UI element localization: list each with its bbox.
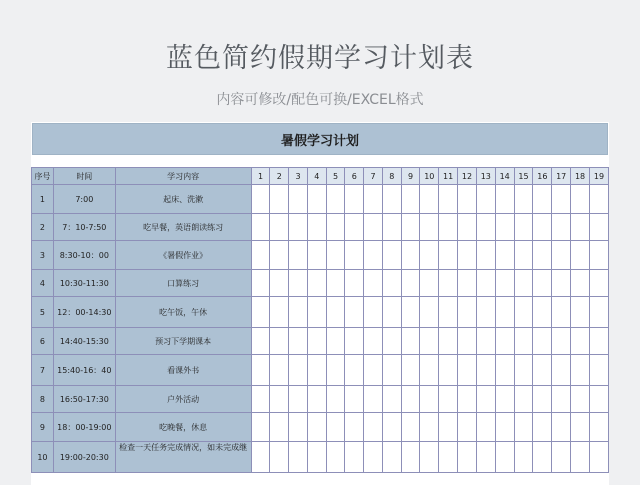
day-checkbox-cell[interactable]: [364, 270, 383, 297]
header-day-1: 1: [251, 168, 270, 185]
day-checkbox-cell[interactable]: [589, 214, 608, 241]
day-checkbox-cell[interactable]: [552, 413, 571, 442]
table-header-row: [32, 168, 609, 185]
page-title: 蓝色简约假期学习计划表: [166, 43, 474, 74]
cell-content: 《暑假作业》: [115, 241, 251, 270]
day-checkbox-cell[interactable]: [345, 185, 364, 214]
day-checkbox-cell[interactable]: [270, 185, 289, 214]
day-checkbox-cell[interactable]: [476, 386, 495, 413]
day-checkbox-cell[interactable]: [552, 270, 571, 297]
day-checkbox-cell[interactable]: [251, 386, 270, 413]
day-checkbox-cell[interactable]: [571, 442, 590, 473]
day-checkbox-cell[interactable]: [476, 185, 495, 214]
day-checkbox-cell[interactable]: [495, 355, 514, 386]
day-checkbox-cell[interactable]: [589, 386, 608, 413]
cell-content: 起床、洗漱: [115, 185, 251, 214]
day-checkbox-cell[interactable]: [345, 328, 364, 355]
day-checkbox-cell[interactable]: [458, 442, 477, 473]
table-row: [32, 270, 609, 297]
day-checkbox-cell[interactable]: [571, 355, 590, 386]
cell-content: 吃早餐，英语朗读练习: [115, 214, 251, 241]
table-row: [32, 413, 609, 442]
day-checkbox-cell[interactable]: [571, 270, 590, 297]
day-checkbox-cell[interactable]: [476, 442, 495, 473]
day-checkbox-cell[interactable]: [345, 413, 364, 442]
day-checkbox-cell[interactable]: [401, 328, 420, 355]
day-checkbox-cell[interactable]: [476, 328, 495, 355]
day-checkbox-cell[interactable]: [270, 386, 289, 413]
page-subtitle: 内容可修改/配色可换/EXCEL格式: [216, 92, 424, 108]
day-checkbox-cell[interactable]: [307, 413, 326, 442]
day-checkbox-cell[interactable]: [307, 241, 326, 270]
day-checkbox-cell[interactable]: [326, 413, 345, 442]
cell-time: 15:40-16：40: [53, 355, 115, 386]
header-time: 时间: [53, 168, 115, 185]
day-checkbox-cell[interactable]: [589, 328, 608, 355]
day-checkbox-cell[interactable]: [495, 241, 514, 270]
day-checkbox-cell[interactable]: [439, 386, 458, 413]
day-checkbox-cell[interactable]: [251, 270, 270, 297]
day-checkbox-cell[interactable]: [439, 185, 458, 214]
cell-content: 吃晚餐，休息: [115, 413, 251, 442]
day-checkbox-cell[interactable]: [458, 355, 477, 386]
header-day-7: 7: [364, 168, 383, 185]
day-checkbox-cell[interactable]: [382, 442, 401, 473]
day-checkbox-cell[interactable]: [571, 241, 590, 270]
day-checkbox-cell[interactable]: [251, 241, 270, 270]
header-day-4: 4: [307, 168, 326, 185]
day-checkbox-cell[interactable]: [458, 413, 477, 442]
cell-content: 户外活动: [115, 386, 251, 413]
header-content: 学习内容: [115, 168, 251, 185]
day-checkbox-cell[interactable]: [364, 214, 383, 241]
day-checkbox-cell[interactable]: [552, 355, 571, 386]
day-checkbox-cell[interactable]: [326, 355, 345, 386]
cell-seq: 10: [32, 442, 54, 473]
day-checkbox-cell[interactable]: [364, 328, 383, 355]
day-checkbox-cell[interactable]: [364, 241, 383, 270]
day-checkbox-cell[interactable]: [571, 328, 590, 355]
day-checkbox-cell[interactable]: [514, 297, 533, 328]
cell-seq: 8: [32, 386, 54, 413]
day-checkbox-cell[interactable]: [326, 185, 345, 214]
cell-content: 检查一天任务完成情况，如未完成继: [115, 442, 251, 473]
day-checkbox-cell[interactable]: [401, 386, 420, 413]
table-row: [32, 241, 609, 270]
day-checkbox-cell[interactable]: [307, 270, 326, 297]
cell-seq: 9: [32, 413, 54, 442]
header-day-14: 14: [495, 168, 514, 185]
header-day-2: 2: [270, 168, 289, 185]
header-day-19: 19: [589, 168, 608, 185]
day-checkbox-cell[interactable]: [495, 297, 514, 328]
day-checkbox-cell[interactable]: [289, 328, 308, 355]
cell-time: 18：00-19:00: [53, 413, 115, 442]
day-checkbox-cell[interactable]: [533, 355, 552, 386]
day-checkbox-cell[interactable]: [270, 442, 289, 473]
schedule-body: [32, 185, 609, 473]
day-checkbox-cell[interactable]: [251, 185, 270, 214]
day-checkbox-cell[interactable]: [589, 413, 608, 442]
day-checkbox-cell[interactable]: [289, 297, 308, 328]
day-checkbox-cell[interactable]: [420, 270, 439, 297]
day-checkbox-cell[interactable]: [495, 185, 514, 214]
cell-time: 16:50-17:30: [53, 386, 115, 413]
day-checkbox-cell[interactable]: [382, 214, 401, 241]
table-row: [32, 328, 609, 355]
table-row: [32, 297, 609, 328]
cell-time: 12：00-14:30: [53, 297, 115, 328]
day-checkbox-cell[interactable]: [326, 270, 345, 297]
table-row: [32, 386, 609, 413]
day-checkbox-cell[interactable]: [307, 442, 326, 473]
day-checkbox-cell[interactable]: [251, 442, 270, 473]
cell-time: 7:00: [53, 185, 115, 214]
day-checkbox-cell[interactable]: [307, 297, 326, 328]
day-checkbox-cell[interactable]: [326, 297, 345, 328]
day-checkbox-cell[interactable]: [382, 328, 401, 355]
day-checkbox-cell[interactable]: [533, 413, 552, 442]
cell-content: 口算练习: [115, 270, 251, 297]
day-checkbox-cell[interactable]: [439, 214, 458, 241]
day-checkbox-cell[interactable]: [401, 413, 420, 442]
day-checkbox-cell[interactable]: [307, 386, 326, 413]
table-row: [32, 355, 609, 386]
header-day-5: 5: [326, 168, 345, 185]
day-checkbox-cell[interactable]: [514, 355, 533, 386]
table-row: [32, 185, 609, 214]
day-checkbox-cell[interactable]: [401, 442, 420, 473]
day-checkbox-cell[interactable]: [345, 241, 364, 270]
day-checkbox-cell[interactable]: [289, 241, 308, 270]
day-checkbox-cell[interactable]: [326, 386, 345, 413]
day-checkbox-cell[interactable]: [514, 241, 533, 270]
table-row: [32, 442, 609, 473]
day-checkbox-cell[interactable]: [289, 413, 308, 442]
day-checkbox-cell[interactable]: [382, 386, 401, 413]
cell-content: 吃午饭，午休: [115, 297, 251, 328]
day-checkbox-cell[interactable]: [251, 413, 270, 442]
day-checkbox-cell[interactable]: [270, 241, 289, 270]
cell-seq: 6: [32, 328, 54, 355]
day-checkbox-cell[interactable]: [364, 185, 383, 214]
cell-time: 7：10-7:50: [53, 214, 115, 241]
header-day-6: 6: [345, 168, 364, 185]
day-checkbox-cell[interactable]: [552, 386, 571, 413]
day-checkbox-cell[interactable]: [345, 442, 364, 473]
cell-content: 看课外书: [115, 355, 251, 386]
day-checkbox-cell[interactable]: [289, 442, 308, 473]
day-checkbox-cell[interactable]: [458, 386, 477, 413]
day-checkbox-cell[interactable]: [495, 328, 514, 355]
day-checkbox-cell[interactable]: [289, 270, 308, 297]
day-checkbox-cell[interactable]: [345, 297, 364, 328]
day-checkbox-cell[interactable]: [514, 185, 533, 214]
day-checkbox-cell[interactable]: [439, 442, 458, 473]
day-checkbox-cell[interactable]: [364, 413, 383, 442]
day-checkbox-cell[interactable]: [307, 328, 326, 355]
day-checkbox-cell[interactable]: [270, 413, 289, 442]
cell-time: 19:00-20:30: [53, 442, 115, 473]
cell-time: 14:40-15:30: [53, 328, 115, 355]
header-day-3: 3: [289, 168, 308, 185]
day-checkbox-cell[interactable]: [270, 297, 289, 328]
day-checkbox-cell[interactable]: [326, 442, 345, 473]
day-checkbox-cell[interactable]: [289, 355, 308, 386]
day-checkbox-cell[interactable]: [420, 241, 439, 270]
day-checkbox-cell[interactable]: [476, 413, 495, 442]
day-checkbox-cell[interactable]: [476, 214, 495, 241]
cell-seq: 4: [32, 270, 54, 297]
schedule-table: [31, 167, 609, 473]
header-day-12: 12: [458, 168, 477, 185]
cell-time: 8:30-10：00: [53, 241, 115, 270]
day-checkbox-cell[interactable]: [514, 270, 533, 297]
header-seq: 序号: [32, 168, 54, 185]
day-checkbox-cell[interactable]: [270, 328, 289, 355]
day-checkbox-cell[interactable]: [307, 185, 326, 214]
day-checkbox-cell[interactable]: [495, 270, 514, 297]
day-checkbox-cell[interactable]: [476, 270, 495, 297]
cell-seq: 2: [32, 214, 54, 241]
day-checkbox-cell[interactable]: [326, 214, 345, 241]
day-checkbox-cell[interactable]: [514, 442, 533, 473]
header-day-11: 11: [439, 168, 458, 185]
day-checkbox-cell[interactable]: [533, 241, 552, 270]
day-checkbox-cell[interactable]: [345, 386, 364, 413]
day-checkbox-cell[interactable]: [382, 270, 401, 297]
day-checkbox-cell[interactable]: [514, 386, 533, 413]
day-checkbox-cell[interactable]: [289, 386, 308, 413]
day-checkbox-cell[interactable]: [458, 185, 477, 214]
day-checkbox-cell[interactable]: [514, 413, 533, 442]
sheet-banner: 暑假学习计划: [32, 123, 608, 155]
day-checkbox-cell[interactable]: [476, 355, 495, 386]
day-checkbox-cell[interactable]: [382, 185, 401, 214]
day-checkbox-cell[interactable]: [307, 355, 326, 386]
header-day-17: 17: [552, 168, 571, 185]
day-checkbox-cell[interactable]: [420, 328, 439, 355]
day-checkbox-cell[interactable]: [401, 270, 420, 297]
day-checkbox-cell[interactable]: [289, 214, 308, 241]
day-checkbox-cell[interactable]: [589, 270, 608, 297]
day-checkbox-cell[interactable]: [289, 185, 308, 214]
day-checkbox-cell[interactable]: [533, 442, 552, 473]
day-checkbox-cell[interactable]: [364, 297, 383, 328]
header-day-15: 15: [514, 168, 533, 185]
day-checkbox-cell[interactable]: [589, 297, 608, 328]
day-checkbox-cell[interactable]: [439, 328, 458, 355]
day-checkbox-cell[interactable]: [476, 297, 495, 328]
day-checkbox-cell[interactable]: [401, 241, 420, 270]
cell-content: 预习下学期课本: [115, 328, 251, 355]
day-checkbox-cell[interactable]: [345, 270, 364, 297]
day-checkbox-cell[interactable]: [326, 241, 345, 270]
day-checkbox-cell[interactable]: [589, 185, 608, 214]
day-checkbox-cell[interactable]: [251, 355, 270, 386]
day-checkbox-cell[interactable]: [571, 297, 590, 328]
day-checkbox-cell[interactable]: [514, 214, 533, 241]
day-checkbox-cell[interactable]: [552, 297, 571, 328]
day-checkbox-cell[interactable]: [420, 386, 439, 413]
day-checkbox-cell[interactable]: [533, 297, 552, 328]
day-checkbox-cell[interactable]: [571, 185, 590, 214]
day-checkbox-cell[interactable]: [439, 355, 458, 386]
day-checkbox-cell[interactable]: [251, 328, 270, 355]
day-checkbox-cell[interactable]: [420, 214, 439, 241]
day-checkbox-cell[interactable]: [382, 241, 401, 270]
table-row: [32, 214, 609, 241]
day-checkbox-cell[interactable]: [552, 214, 571, 241]
spreadsheet-preview: [31, 122, 609, 485]
day-checkbox-cell[interactable]: [270, 214, 289, 241]
day-checkbox-cell[interactable]: [552, 328, 571, 355]
day-checkbox-cell[interactable]: [495, 214, 514, 241]
day-checkbox-cell[interactable]: [514, 328, 533, 355]
day-checkbox-cell[interactable]: [382, 355, 401, 386]
day-checkbox-cell[interactable]: [552, 241, 571, 270]
day-checkbox-cell[interactable]: [589, 355, 608, 386]
day-checkbox-cell[interactable]: [439, 413, 458, 442]
day-checkbox-cell[interactable]: [420, 442, 439, 473]
day-checkbox-cell[interactable]: [364, 355, 383, 386]
day-checkbox-cell[interactable]: [458, 328, 477, 355]
day-checkbox-cell[interactable]: [401, 185, 420, 214]
day-checkbox-cell[interactable]: [439, 297, 458, 328]
header-day-18: 18: [571, 168, 590, 185]
day-checkbox-cell[interactable]: [571, 413, 590, 442]
header-day-8: 8: [382, 168, 401, 185]
day-checkbox-cell[interactable]: [533, 386, 552, 413]
day-checkbox-cell[interactable]: [382, 413, 401, 442]
header-day-9: 9: [401, 168, 420, 185]
day-checkbox-cell[interactable]: [364, 442, 383, 473]
day-checkbox-cell[interactable]: [458, 214, 477, 241]
day-checkbox-cell[interactable]: [589, 442, 608, 473]
day-checkbox-cell[interactable]: [533, 214, 552, 241]
day-checkbox-cell[interactable]: [251, 297, 270, 328]
day-checkbox-cell[interactable]: [533, 270, 552, 297]
cell-seq: 3: [32, 241, 54, 270]
cell-seq: 1: [32, 185, 54, 214]
day-checkbox-cell[interactable]: [401, 214, 420, 241]
day-checkbox-cell[interactable]: [533, 328, 552, 355]
cell-seq: 5: [32, 297, 54, 328]
day-checkbox-cell[interactable]: [552, 442, 571, 473]
day-checkbox-cell[interactable]: [495, 413, 514, 442]
day-checkbox-cell[interactable]: [270, 355, 289, 386]
day-checkbox-cell[interactable]: [552, 185, 571, 214]
day-checkbox-cell[interactable]: [458, 270, 477, 297]
day-checkbox-cell[interactable]: [251, 214, 270, 241]
day-checkbox-cell[interactable]: [439, 270, 458, 297]
day-checkbox-cell[interactable]: [270, 270, 289, 297]
header-day-13: 13: [476, 168, 495, 185]
day-checkbox-cell[interactable]: [345, 355, 364, 386]
day-checkbox-cell[interactable]: [345, 214, 364, 241]
day-checkbox-cell[interactable]: [420, 413, 439, 442]
day-checkbox-cell[interactable]: [476, 241, 495, 270]
day-checkbox-cell[interactable]: [589, 241, 608, 270]
day-checkbox-cell[interactable]: [571, 386, 590, 413]
day-checkbox-cell[interactable]: [401, 355, 420, 386]
day-checkbox-cell[interactable]: [533, 185, 552, 214]
day-checkbox-cell[interactable]: [439, 241, 458, 270]
day-checkbox-cell[interactable]: [382, 297, 401, 328]
cell-time: 10:30-11:30: [53, 270, 115, 297]
day-checkbox-cell[interactable]: [458, 297, 477, 328]
day-checkbox-cell[interactable]: [326, 328, 345, 355]
header-day-16: 16: [533, 168, 552, 185]
day-checkbox-cell[interactable]: [401, 297, 420, 328]
day-checkbox-cell[interactable]: [495, 442, 514, 473]
day-checkbox-cell[interactable]: [420, 185, 439, 214]
day-checkbox-cell[interactable]: [571, 214, 590, 241]
day-checkbox-cell[interactable]: [307, 214, 326, 241]
day-checkbox-cell[interactable]: [364, 386, 383, 413]
day-checkbox-cell[interactable]: [420, 297, 439, 328]
day-checkbox-cell[interactable]: [458, 241, 477, 270]
day-checkbox-cell[interactable]: [495, 386, 514, 413]
day-checkbox-cell[interactable]: [420, 355, 439, 386]
header-day-10: 10: [420, 168, 439, 185]
cell-seq: 7: [32, 355, 54, 386]
